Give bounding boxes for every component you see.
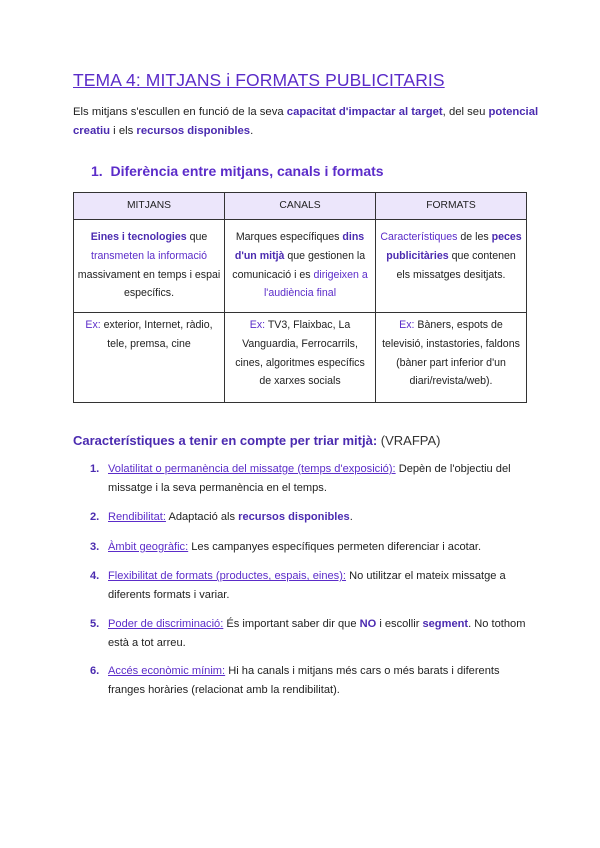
intro-text: , del seu — [442, 106, 489, 118]
cell-accent: Ex: — [249, 319, 266, 331]
section-title: Característiques a tenir en compte per triar mitjà: — [73, 433, 378, 448]
cell-text: que contenen els missatges desitjats. — [396, 249, 516, 281]
list-item-text: No utilitzar el mateix missatge a diferents formats i variar. — [108, 570, 506, 601]
list-item-text: . No tothom està a tot arreu. — [108, 618, 526, 649]
header-mitjans: MITJANS — [74, 193, 225, 220]
cell-accent: Característiques — [380, 231, 458, 243]
cell-text: massivament en temps i espai específics. — [77, 268, 221, 300]
list-number: 3. — [90, 541, 100, 553]
list-item — [90, 508, 530, 527]
cell-text: que — [186, 231, 208, 243]
table-cell — [225, 313, 376, 403]
section-title: Diferència entre mitjans, canals i formats — [110, 163, 384, 179]
list-number: 4. — [90, 570, 100, 582]
list-item-text: Les campanyes específiques permeten diferenciar i acotar. — [188, 541, 482, 553]
list-item-text: . — [349, 511, 353, 523]
cell-accent: Ex: — [399, 319, 415, 331]
list-item-highlight: NO — [359, 618, 377, 630]
intro-text: . — [250, 125, 254, 137]
section-heading-2 — [73, 433, 440, 448]
table-cell — [74, 220, 225, 313]
list-item-highlight: recursos disponibles — [238, 511, 350, 523]
intro-text: Els mitjans s'escullen en funció de la seva — [73, 106, 287, 118]
header-formats: FORMATS — [376, 193, 527, 220]
cell-text: TV3, Flaixbac, La Vanguardia, Ferrocarrils, cines, algoritmes específics de xarxes socials — [235, 319, 365, 388]
list-number: 1. — [90, 463, 100, 475]
list-item-label: Poder de discriminació: — [108, 618, 224, 630]
table-row — [74, 220, 527, 313]
list-item — [90, 538, 530, 557]
list-item-text: Adaptació als — [165, 511, 239, 523]
cell-text: exterior, Internet, ràdio, tele, premsa, cine — [100, 319, 213, 350]
list-number: 5. — [90, 618, 100, 630]
list-item — [90, 662, 530, 700]
page-title: TEMA 4: MITJANS i FORMATS PUBLICITARIS — [73, 70, 445, 90]
list-item-highlight: segment — [422, 618, 469, 630]
table-header-row — [74, 193, 527, 220]
cell-accent: dirigeixen a l'audiència final — [263, 268, 368, 300]
cell-accent: transmeten la informació — [91, 249, 207, 262]
section-heading-1 — [91, 163, 384, 179]
table-cell — [376, 313, 527, 403]
list-item — [90, 567, 530, 605]
section-number: 1. — [91, 163, 103, 179]
intro-paragraph — [73, 103, 543, 141]
cell-highlight: Eines i tecnologies — [90, 231, 187, 243]
cell-highlight: peces publicitàries — [386, 231, 522, 262]
list-item-label: Volatilitat o permanència del missatge (temps d'exposició): — [108, 463, 396, 475]
cell-text: que gestionen la comunicació i es — [232, 249, 366, 281]
list-number: 2. — [90, 511, 100, 523]
cell-text: Marques específiques — [235, 231, 343, 243]
list-item-label: Flexibilitat de formats (productes, espais, eines): — [108, 570, 347, 582]
cell-text: Bàners, espots de televisió, instastories, faldons (bàner part inferior d'un diari/revista/web). — [382, 319, 520, 388]
header-canals: CANALS — [225, 193, 376, 220]
list-item-text: Hi ha canals i mitjans més cars o més barats i diferents franges horàries (relacionat amb la rendibilitat). — [108, 665, 500, 696]
list-item — [90, 615, 530, 653]
list-item-label: Accés econòmic mínim: — [108, 665, 226, 677]
list-item-text: Depèn de l'objectiu del missatge i la seva permanència en el temps. — [108, 463, 511, 494]
table-cell — [376, 220, 527, 313]
intro-highlight: potencial creatiu — [73, 106, 539, 137]
list-item-text: És important saber dir que — [223, 618, 360, 630]
intro-highlight: recursos disponibles — [136, 125, 251, 137]
intro-text: i els — [110, 125, 137, 137]
table-cell — [74, 313, 225, 403]
table-cell — [225, 220, 376, 313]
cell-highlight: dins d'un mitjà — [234, 231, 365, 262]
list-item-label: Àmbit geogràfic: — [108, 541, 189, 553]
intro-highlight: capacitat d'impactar al target — [286, 106, 443, 118]
list-item-label: Rendibilitat: — [108, 511, 166, 523]
list-number: 6. — [90, 665, 100, 677]
cell-text: de les — [457, 231, 492, 243]
list-item — [90, 460, 530, 498]
comparison-table — [73, 192, 527, 403]
list-item-text: i escollir — [376, 618, 423, 630]
table-row — [74, 313, 527, 403]
cell-accent: Ex: — [85, 319, 101, 331]
section-acronym: (VRAFPA) — [377, 433, 441, 448]
